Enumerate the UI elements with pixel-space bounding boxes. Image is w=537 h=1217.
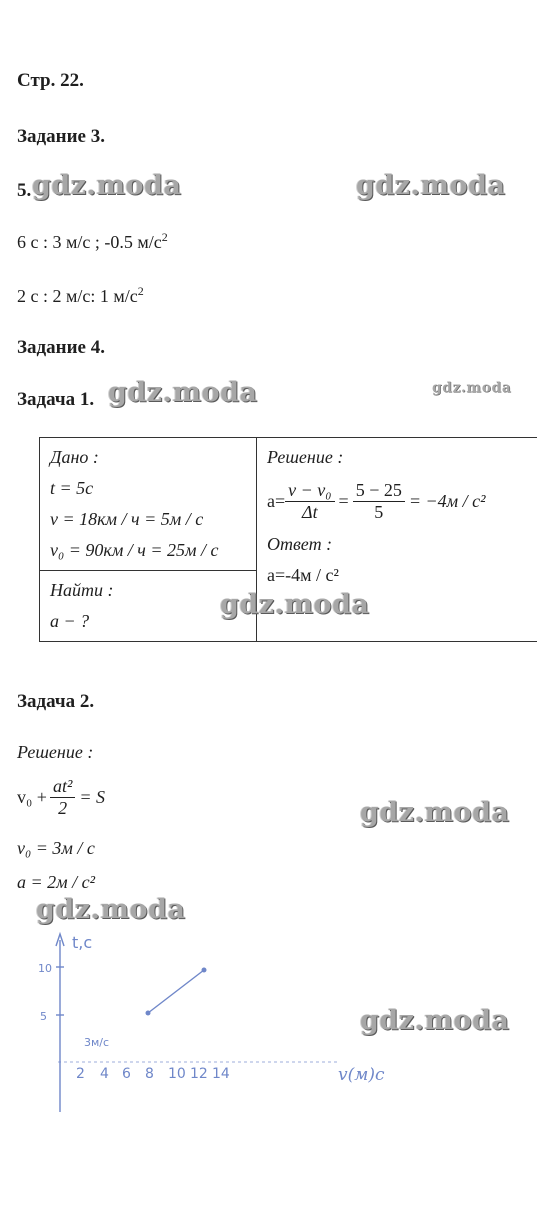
x-tick-label: 14 [212,1066,230,1082]
x-tick-label: 2 [76,1066,85,1082]
equation-lhs: v₀ + [17,787,47,807]
page-number-heading: Стр. 22. [17,70,84,91]
given-item: t = 5c [50,478,94,498]
superscript: 2 [137,284,144,298]
task3-answer-line-1 [17,230,168,253]
watermark: gdz.moda [32,170,182,201]
find-label: Найти : [50,580,114,600]
equation-1 [17,776,105,819]
answer-text: 2 с : 2 м/с: 1 м/с [17,286,138,306]
point-note: 3м/с [84,1036,110,1049]
x-tick-label: 4 [100,1066,109,1082]
task3-heading: Задание 3. [17,126,105,147]
formula-lhs: a= [267,490,286,511]
equation-3: a = 2м / с² [17,872,96,892]
watermark: gdz.moda [220,589,370,620]
watermark: gdz.moda [360,797,510,828]
task4-heading: Задание 4. [17,337,105,358]
numerator: v − v₀ [285,480,334,502]
formula-result: = −4м / с² [408,490,486,511]
x-tick-label: 12 [190,1066,208,1082]
watermark: gdz.moda [356,170,506,201]
watermark: gdz.moda [360,1005,510,1036]
equation-rhs: = S [79,787,105,807]
x-tick-label: 6 [122,1066,131,1082]
task3-answer-line-2 [17,284,144,307]
watermark: gdz.moda [432,380,512,396]
answer-value: a=-4м / с² [267,565,339,585]
watermark: gdz.moda [108,377,258,408]
y-tick-label: 10 [38,962,52,975]
denominator: Δt [302,501,318,522]
plot-line [148,970,204,1013]
equation-2: v₀ = 3м / с [17,838,95,858]
denominator: 2 [58,798,68,818]
answer-text: 6 с : 3 м/с ; -0.5 м/с [17,232,162,252]
answer-label: Ответ : [267,534,333,554]
task3-item-number: 5. [17,180,32,201]
x-tick-label: 8 [145,1066,154,1082]
x-tick-label: 10 [168,1066,186,1082]
fraction [50,776,75,819]
fraction [353,480,405,523]
problem2-solution-label: Решение : [17,742,94,762]
given-item: v = 18км / ч = 5м / с [50,509,204,529]
problem2-heading: Задача 2. [17,691,95,712]
numerator: 5 − 25 [353,480,405,502]
given-cell [40,438,257,571]
hand-drawn-graph [0,920,420,1120]
find-value: a − ? [50,611,90,631]
formula [267,473,529,529]
y-tick-label: 5 [40,1010,47,1023]
y-axis-label: t,c [72,933,93,952]
superscript: 2 [161,230,168,244]
problem1-heading: Задача 1. [17,389,95,410]
equals-sign: = [338,490,349,511]
x-axis-label: v(м)c [338,1065,385,1085]
watermark: gdz.moda [36,894,186,925]
plot-point [202,968,207,973]
fraction [285,480,334,523]
denominator: 5 [374,501,384,522]
plot-point [146,1011,151,1016]
numerator: at² [50,776,75,798]
given-item: v₀ = 90км / ч = 25м / с [50,540,219,560]
given-label: Дано : [50,447,99,467]
solution-label: Решение : [267,447,344,467]
